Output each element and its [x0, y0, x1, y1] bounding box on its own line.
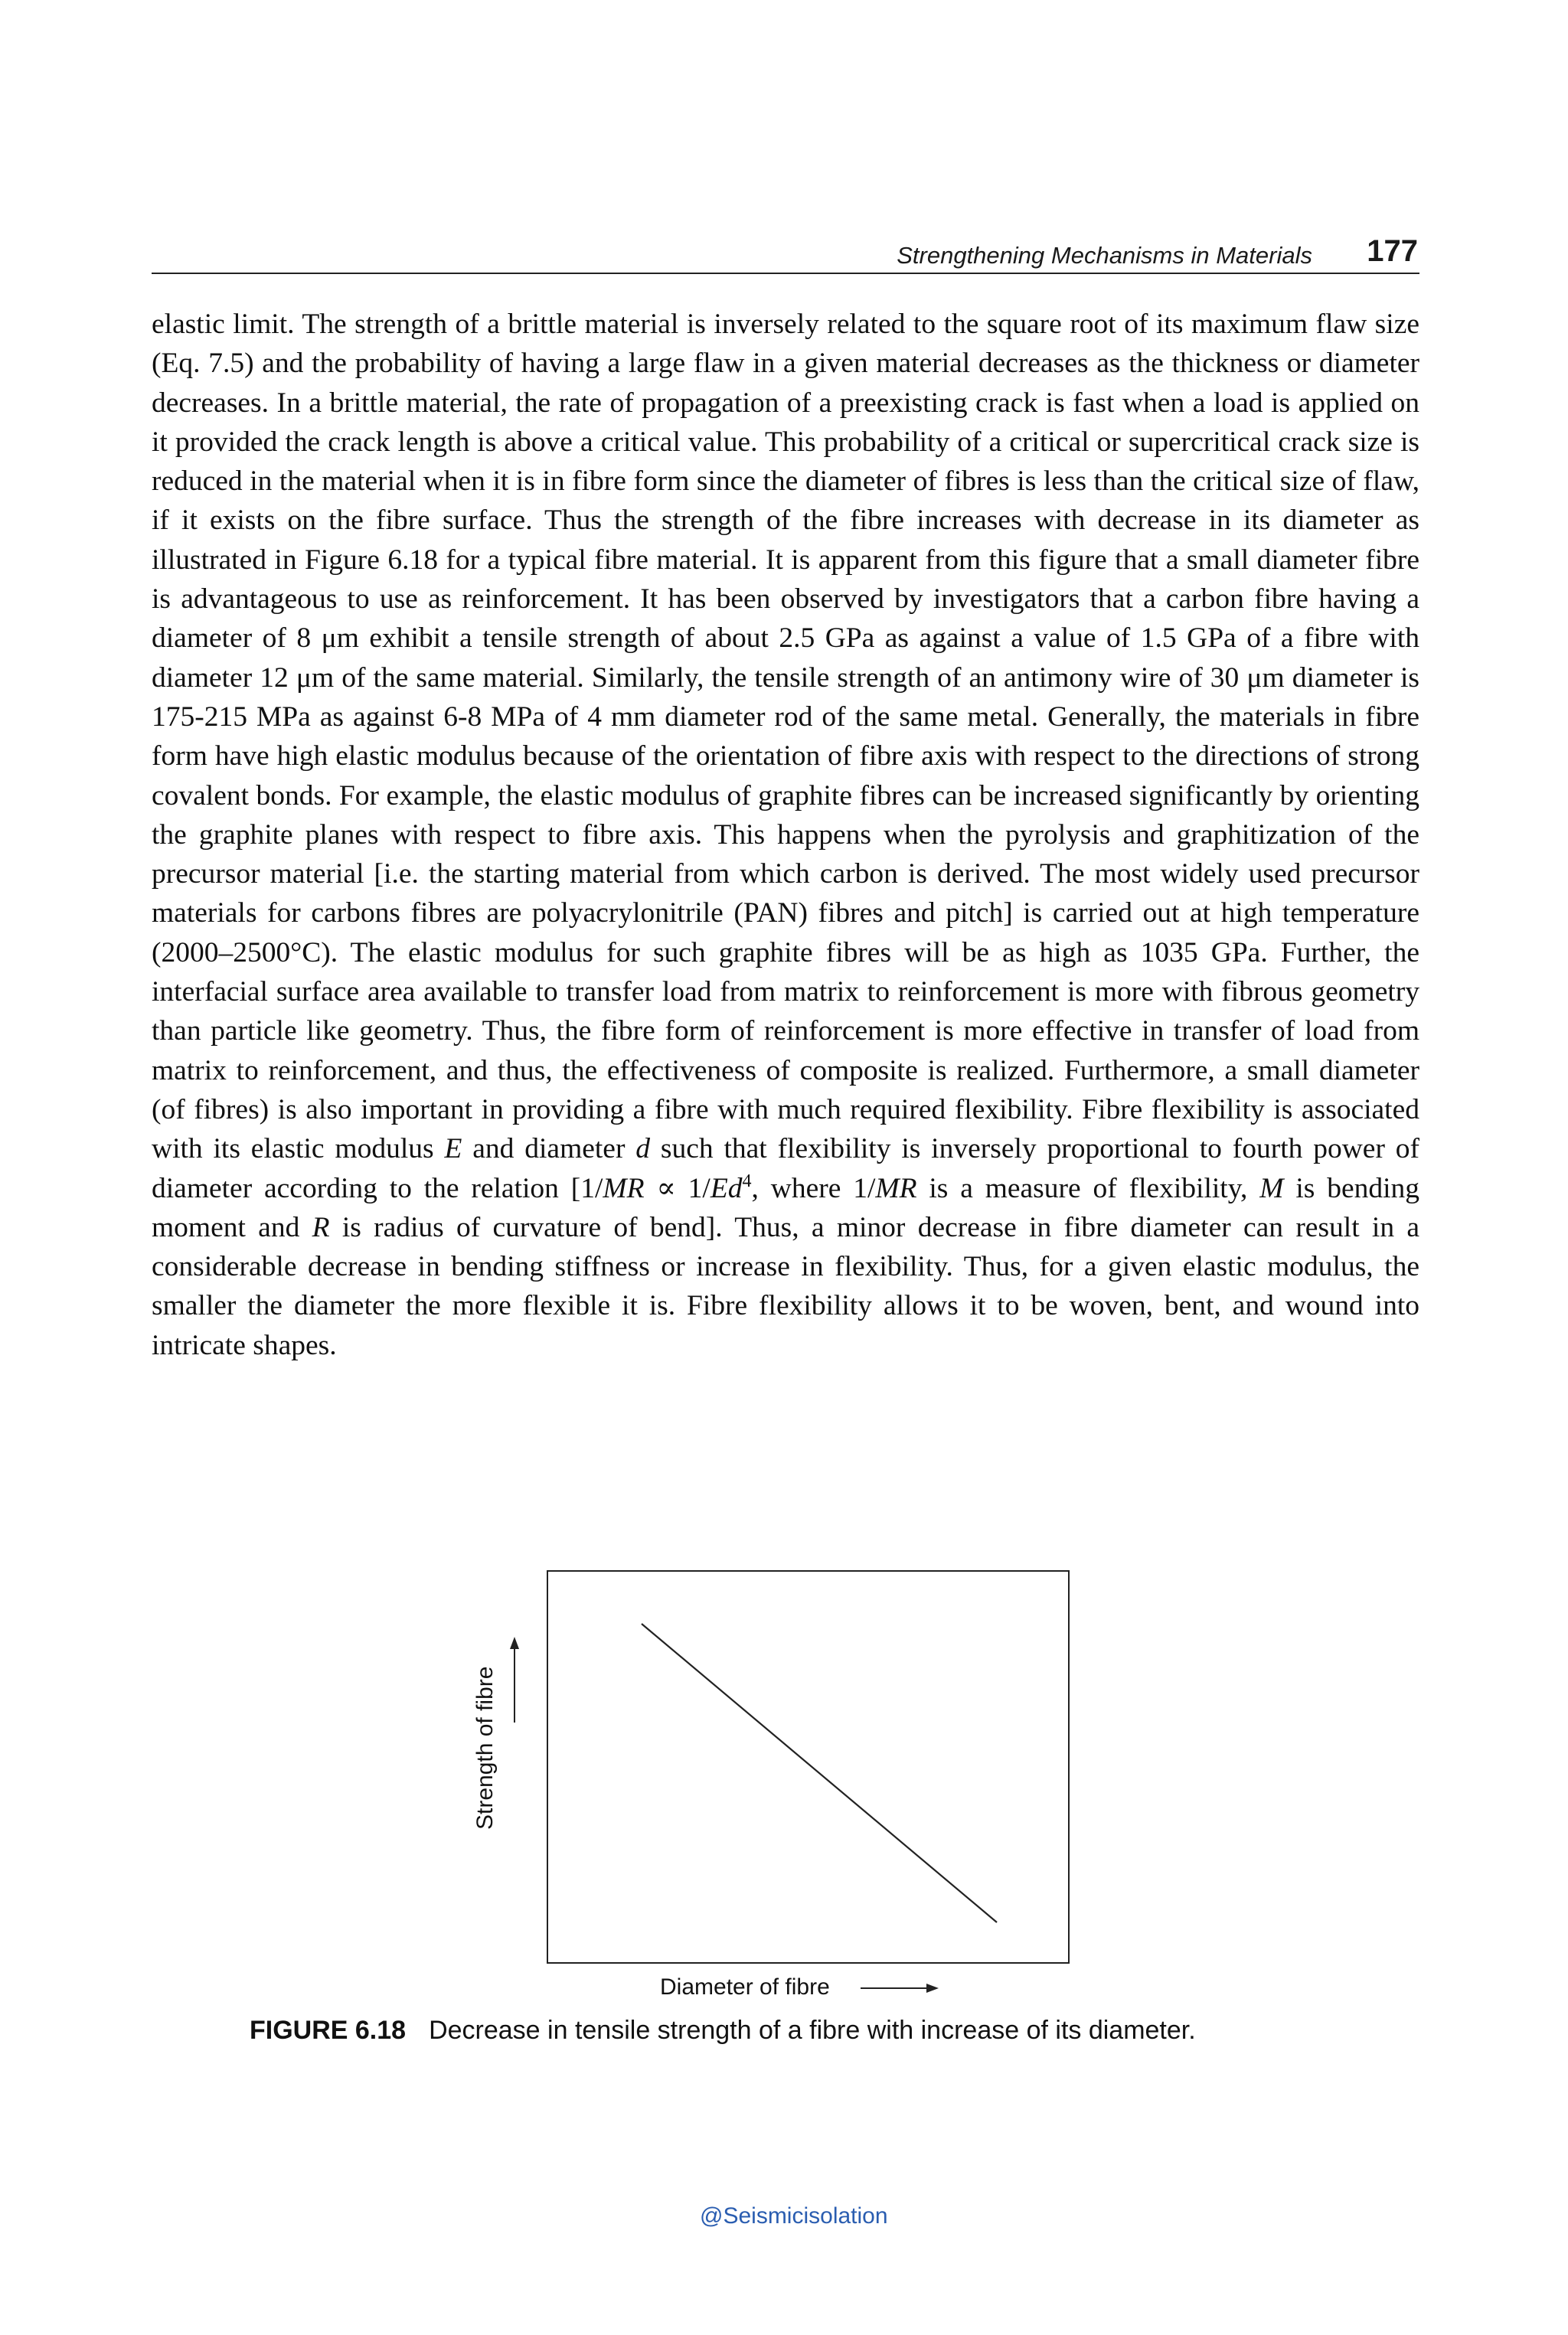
symbol-d: d [635, 1133, 651, 1165]
superscript-four: 4 [742, 1171, 752, 1191]
body-text-part: elastic limit. The strength of a brittle material is inversely related to the square root of its maximum flaw size (Eq. 7.5) and the probability of having a large flaw in a given material decreases as the thickness or diameter decreases. In a brittle material, the rate of propagation of a preexisting crack is fast when a load is applied on it provided the crack length is above a critical value. This probability of a critical or supercritical crack size is reduced in the material when it is in fibre form since the diameter of fibres is less than the critical size of flaw, if it exists on the fibre surface. Thus the strength of the fibre increases with decrease in its diameter as illustrated in Figure 6.18 for a typical fibre material. It is apparent from this figure that a small diameter fibre is advantageous to use as reinforcement. It has been observed by investigators that a carbon fibre having a diameter of 8 μm exhibit a tensile strength of about 2.5 GPa as against a value of 1.5 GPa of a fibre with diameter 12 μm of the same material. Similarly, the tensile strength of an antimony wire of 30 μm diameter is 175-215 MPa as against 6-8 MPa of 4 mm diameter rod of the same metal. Generally, the materials in fibre form have high elastic modulus because of the orientation of fibre axis with respect to the directions of strong covalent bonds. For example, the elastic modulus of graphite fibres can be increased significantly by orienting the graphite planes with respect to fibre axis. This happens when the pyrolysis and graphitization of the precursor material [i.e. the starting material from which carbon is derived. The most widely used precursor materials for carbons fibres are polyacrylonitrile (PAN) fibres and pitch] is carried out at high temperature (2000–2500°C). The elastic modulus for such graphite fibres will be as high as 1035 GPa. Further, the interfacial surface area available to transfer load from matrix to reinforcement is more with fibrous geometry than particle like geometry. Thus, the fibre form of reinforcement is more effective in transfer of load from matrix to reinforcement, and thus, the effectiveness of composite is realized. Furthermore, a small diameter (of fibres) is also important in providing a fibre with much required flexibility. Fibre flexibility is associated with its elastic modulus [152, 309, 1419, 1165]
symbol-mr: MR [875, 1172, 917, 1204]
symbol-m: M [1259, 1172, 1284, 1204]
running-header-title: Strengthening Mechanisms in Materials [897, 242, 1312, 269]
figure-caption-label: FIGURE 6.18 [250, 2016, 407, 2045]
body-text-part: ∝ 1/ [656, 1172, 710, 1204]
watermark: @Seismicisolation [700, 2203, 888, 2229]
symbol-mr: MR [603, 1172, 645, 1204]
body-text-part: is radius of curvature of bend]. Thus, a minor decrease in fibre diameter can result in a considerable decrease in bending stiffness or increase in flexibility. Thus, for a given elastic modulus, the smaller the diameter the more flexible it is. Fibre flexibility allows it to be woven, bent, and wound into intricate shapes. [152, 1211, 1419, 1361]
body-text-part: is bending moment and [152, 1172, 1420, 1243]
y-axis-label: Strength of fibre [472, 1666, 498, 1830]
x-axis-arrow-head [926, 1984, 939, 1993]
body-text-part: , where 1/ [751, 1172, 876, 1204]
figure-caption-text: Decrease in tensile strength of a fibre with increase of its diameter. [429, 2016, 1196, 2045]
page-number: 177 [1367, 234, 1418, 268]
symbol-e: E [444, 1133, 462, 1165]
x-axis-label: Diameter of fibre [660, 1974, 830, 2000]
y-axis-arrow-head [510, 1637, 519, 1649]
trend-line [642, 1624, 997, 1922]
body-text-part: such that flexibility is inversely proportional to fourth power of diameter according to the relation [1/ [152, 1133, 1420, 1204]
figure-caption [250, 2014, 1398, 2046]
symbol-r: R [312, 1211, 330, 1243]
body-text-part: and diameter [472, 1133, 626, 1165]
symbol-ed: Ed [710, 1172, 743, 1204]
body-text-part: is a measure of flexibility, [929, 1172, 1248, 1204]
